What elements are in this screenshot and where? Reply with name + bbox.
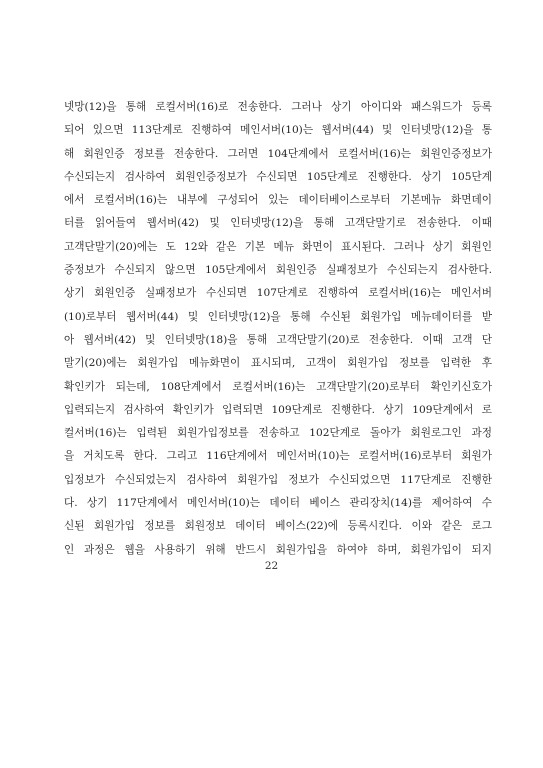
text-line: 되어 있으면 113단계로 진행하여 메인서버(10)는 웹서버(44) 및 인터넷망(12)을 통 [64,124,492,137]
text-line: (10)로부터 웹서버(44) 및 인터넷망(12)을 통해 수신된 회원가입 메뉴데이터를 받 [64,310,492,323]
text-line: 확인키가 되는데, 108단계에서 로컬서버(16)는 고객단말기(20)로부터 확인키신호가 [64,380,492,393]
text-line: 증정보가 수신되지 않으면 105단계에서 회원인증 실패정보가 수신되는지 검사한다. [64,264,492,277]
text-line: 인 과정은 웹을 사용하기 위해 반드시 회원가입을 하여야 하며, 회원가입이 되지 [64,543,492,556]
text-line: 신된 회원가입 정보를 회원정보 데이터 베이스(22)에 등록시킨다. 이와 같은 로그 [64,520,492,533]
text-line: 입력되는지 검사하여 확인키가 입력되면 109단계로 진행한다. 상기 109단계에서 로 [64,403,492,416]
text-line: 고객단말기(20)에는 도 12와 같은 기본 메뉴 화면이 표시된다. 그러나 상기 회원인 [64,240,492,253]
document-body [64,96,492,562]
text-line: 을 거치도록 한다. 그리고 116단계에서 메인서버(10)는 로컬서버(16)로부터 회원가 [64,450,492,463]
text-line: 입정보가 수신되었는지 검사하여 회원가입 정보가 수신되었으면 117단계로 진행한 [64,473,492,486]
text-line: 해 회원인증 정보를 전송한다. 그러면 104단계에서 로컬서버(16)는 회원인증정보가 [64,147,492,160]
text-line: 넷망(12)을 통해 로컬서버(16)로 전송한다. 그러나 상기 아이디와 패스워드가 등록 [64,101,492,113]
text-line: 에서 로컬서버(16)는 내부에 구성되어 있는 데이터베이스로부터 기본메뉴 화면데이 [64,194,492,207]
text-line: 아 웹서버(42) 및 인터넷망(18)을 통해 고객단말기(20)로 전송한다. 이때 고객 단 [64,333,492,346]
text-line: 터를 읽어들여 웹서버(42) 및 인터넷망(12)을 통해 고객단말기로 전송한다. 이때 [64,217,492,230]
text-line: 다. 상기 117단계에서 메인서버(10)는 데이터 베이스 관리장치(14)를 제어하여 수 [64,497,492,510]
page-number: 22 [264,560,279,572]
text-line: 컬서버(16)는 입력된 회원가입정보를 전송하고 102단계로 돌아가 회원로그인 과정 [64,427,492,440]
text-line: 수신되는지 검사하여 회원인증정보가 수신되면 105단계로 진행한다. 상기 105단계 [64,170,492,183]
text-line: 말기(20)에는 회원가입 메뉴화면이 표시되며, 고객이 회원가입 정보를 입력한 후 [64,357,492,370]
text-line: 상기 회원인증 실패정보가 수신되면 107단계로 진행하여 로컬서버(16)는 메인서버 [64,287,492,300]
